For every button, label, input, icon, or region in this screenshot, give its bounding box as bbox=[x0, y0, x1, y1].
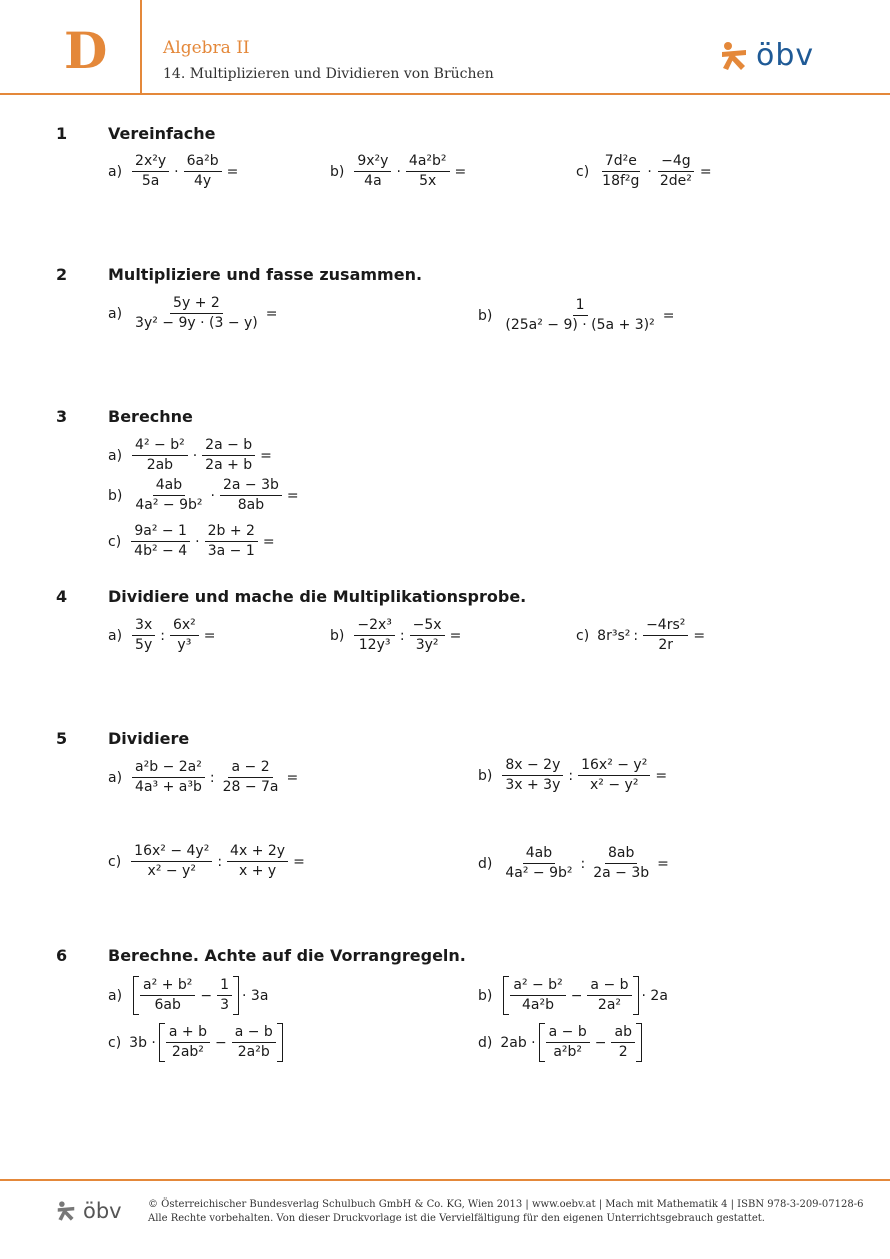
fraction: $\frac{1}{\text{(25a² − 9) · (5a + 3)²}}$ bbox=[505, 297, 655, 333]
exercise-label: b) bbox=[478, 767, 493, 784]
fraction: 4ab 4a² − 9b² bbox=[135, 477, 203, 513]
fraction: 9x²y 4a bbox=[354, 153, 391, 190]
task-number: 4 bbox=[56, 587, 68, 606]
fraction: 4² − b² 2ab bbox=[132, 437, 188, 474]
exercise-1a: a) 2x²y 5a · $\frac{\text{6a²b}}{4y}$ = bbox=[108, 153, 239, 189]
fraction: $\frac{a - 2}{28 - 7a}$ bbox=[222, 759, 279, 795]
task-number: 5 bbox=[56, 729, 68, 748]
footer-line-2: Alle Rechte vorbehalten. Von dieser Druckvorlage ist die Vervielfältigung für den eigenen Unterrichtsgebrauch gestattet. bbox=[148, 1213, 765, 1224]
exercise-label: b) bbox=[108, 487, 123, 504]
exercise-label: a) bbox=[108, 627, 123, 644]
exercise-6a: a) a² + b² 6ab − $\frac{1}{3}$ · 3a bbox=[108, 977, 269, 1013]
star-icon bbox=[718, 40, 750, 72]
fraction: $\frac{2b + 2}{3a - 1}$ bbox=[205, 523, 258, 560]
exercise-label: a) bbox=[108, 769, 123, 786]
fraction: $\frac{\text{4a²b²}}{5x}$ bbox=[406, 153, 450, 190]
exercise-1b: b) 9x²y 4a · $\frac{\text{4a²b²}}{5x}$ = bbox=[330, 153, 467, 189]
exercise-3a: a) 4² − b² 2ab · $\frac{2a - b}{2a + b}$ = bbox=[108, 437, 272, 473]
exercise-label: c) bbox=[108, 1034, 122, 1051]
exercise-3b: b) 4ab 4a² − 9b² · $\frac{2a - 3b}{8ab}$ = bbox=[108, 477, 299, 513]
fraction: a − b a²b² bbox=[546, 1024, 590, 1061]
exercise-5a: a) a²b − 2a² 4a³ + a³b : $\frac{a - 2}{28 - 7a}$ = bbox=[108, 759, 299, 795]
page-subtitle: 14. Multiplizieren und Dividieren von Brüchen bbox=[163, 66, 494, 82]
exercise-2a: a) $\frac{5y + 2}{\text{3y² − 9y · (3 − y)}}$ = bbox=[108, 295, 278, 331]
exercise-label: d) bbox=[478, 855, 493, 872]
fraction: $\frac{ab}{2}$ bbox=[611, 1024, 634, 1061]
task-number: 2 bbox=[56, 265, 68, 284]
fraction: $\frac{4x + 2y}{x + y}$ bbox=[227, 843, 288, 880]
header-divider-vertical bbox=[140, 0, 142, 93]
fraction: $\frac{2a - b}{2a + b}$ bbox=[202, 437, 255, 474]
exercise-label: b) bbox=[330, 627, 345, 644]
fraction: $\frac{1}{3}$ bbox=[217, 977, 232, 1014]
fraction: $\frac{8ab}{2a - 3b}$ bbox=[593, 845, 650, 881]
exercise-4a: a) 3x 5y : $\frac{\text{6x²}}{\text{y³}}$ = bbox=[108, 617, 216, 653]
exercise-label: b) bbox=[330, 163, 345, 180]
exercise-label: c) bbox=[576, 163, 590, 180]
exercise-label: b) bbox=[478, 307, 493, 324]
bracket-group: a + b 2ab² − $\frac{a - b}{\text{2a²b}}$ bbox=[159, 1023, 283, 1062]
task-title: Berechne bbox=[108, 407, 193, 426]
footer-line-1: © Österreichischer Bundesverlag Schulbuch GmbH & Co. KG, Wien 2013 | www.oebv.at | Mach mit Mathematik 4 | ISBN 978-3-209-07128-6 bbox=[148, 1199, 864, 1210]
exercise-label: a) bbox=[108, 163, 123, 180]
exercise-5c: c) 16x² − 4y² x² − y² : $\frac{4x + 2y}{x + y}$ = bbox=[108, 843, 305, 879]
exercise-label: c) bbox=[108, 853, 122, 870]
exercise-6c: c) 3b · a + b 2ab² − $\frac{a - b}{\text{2a²b}}$ bbox=[108, 1023, 286, 1062]
fraction: $\frac{\text{16x² − y²}}{\text{x² − y²}}$ bbox=[578, 757, 650, 794]
fraction: $\frac{\text{6x²}}{\text{y³}}$ bbox=[170, 617, 199, 654]
logo-text: öbv bbox=[83, 1198, 122, 1223]
task-title: Vereinfache bbox=[108, 124, 216, 143]
fraction: $\frac{a - b}{\text{2a²b}}$ bbox=[232, 1024, 276, 1061]
fraction: a²b − 2a² 4a³ + a³b bbox=[132, 759, 205, 796]
task-title: Dividiere bbox=[108, 729, 190, 748]
exercise-6d: d) 2ab · a − b a²b² − $\frac{ab}{2}$ bbox=[478, 1023, 645, 1062]
footer-copyright bbox=[148, 1198, 863, 1226]
fraction: 8x − 2y 3x + 3y bbox=[502, 757, 563, 794]
fraction: a² − b² 4a²b bbox=[510, 977, 565, 1014]
task-title: Berechne. Achte auf die Vorrangregeln. bbox=[108, 946, 466, 965]
exercise-label: a) bbox=[108, 305, 123, 322]
fraction: 4ab 4a² − 9b² bbox=[505, 845, 573, 881]
fraction: $\frac{a - b}{\text{2a²}}$ bbox=[587, 977, 631, 1014]
exercise-1c: c) 7d²e 18f²g · $\frac{-4g}{\text{2de²}}$ = bbox=[576, 153, 712, 189]
fraction: 9a² − 1 4b² − 4 bbox=[131, 523, 190, 560]
bracket-group: a² − b² 4a²b − $\frac{a - b}{\text{2a²}}$ bbox=[503, 976, 638, 1015]
fraction: $\frac{-5x}{\text{3y²}}$ bbox=[410, 617, 445, 654]
page-title: Algebra II bbox=[163, 38, 250, 58]
fraction: a + b 2ab² bbox=[166, 1024, 210, 1061]
exercise-5d: d) 4ab 4a² − 9b² : $\frac{8ab}{2a - 3b}$ = bbox=[478, 845, 669, 881]
exercise-4b: b) −2x³ 12y³ : $\frac{-5x}{\text{3y²}}$ = bbox=[330, 617, 462, 653]
fraction: 2x²y 5a bbox=[132, 153, 169, 190]
fraction: $\frac{5y + 2}{\text{3y² − 9y · (3 − y)}}$ bbox=[135, 295, 258, 331]
fraction: −2x³ 12y³ bbox=[354, 617, 395, 654]
exercise-6b: b) a² − b² 4a²b − $\frac{a - b}{\text{2a²}}$ · 2a bbox=[478, 977, 668, 1013]
logo-text: öbv bbox=[756, 38, 815, 73]
exercise-label: c) bbox=[108, 533, 122, 550]
exercise-2b: b) $\frac{1}{\text{(25a² − 9) · (5a + 3)²}}$ = bbox=[478, 297, 675, 333]
bracket-group: a² + b² 6ab − $\frac{1}{3}$ bbox=[133, 976, 239, 1015]
bracket-group: a − b a²b² − $\frac{ab}{2}$ bbox=[539, 1023, 642, 1062]
exercise-label: a) bbox=[108, 447, 123, 464]
exercise-5b: b) 8x − 2y 3x + 3y : $\frac{\text{16x² − y²}}{\text{x² − y²}}$ = bbox=[478, 757, 668, 793]
task-title: Multipliziere und fasse zusammen. bbox=[108, 265, 423, 284]
exercise-4c: c) 8r³s² : $\frac{\text{−4rs²}}{2r}$ = bbox=[576, 617, 706, 653]
footer-divider bbox=[0, 1179, 890, 1181]
fraction: a² + b² 6ab bbox=[140, 977, 195, 1014]
footer-logo bbox=[55, 1200, 122, 1222]
exercise-label: a) bbox=[108, 987, 123, 1004]
exercise-label: d) bbox=[478, 1034, 493, 1051]
header-divider bbox=[0, 93, 890, 95]
exercise-label: c) bbox=[576, 627, 590, 644]
fraction: 3x 5y bbox=[132, 617, 155, 654]
task-number: 3 bbox=[56, 407, 68, 426]
star-icon bbox=[55, 1200, 77, 1222]
task-title: Dividiere und mache die Multiplikationsprobe. bbox=[108, 587, 527, 606]
fraction: 7d²e 18f²g bbox=[602, 153, 640, 189]
fraction: $\frac{2a - 3b}{8ab}$ bbox=[220, 477, 282, 514]
chapter-letter: D bbox=[64, 21, 108, 80]
task-number: 6 bbox=[56, 946, 68, 965]
fraction: $\frac{-4g}{\text{2de²}}$ bbox=[659, 153, 692, 189]
fraction: 16x² − 4y² x² − y² bbox=[131, 843, 212, 880]
exercise-label: b) bbox=[478, 987, 493, 1004]
publisher-logo bbox=[718, 40, 814, 72]
exercise-3c: c) 9a² − 1 4b² − 4 · $\frac{2b + 2}{3a - 1}$ = bbox=[108, 523, 275, 559]
fraction: $\frac{\text{−4rs²}}{2r}$ bbox=[643, 617, 688, 654]
task-number: 1 bbox=[56, 124, 68, 143]
fraction: $\frac{\text{6a²b}}{4y}$ bbox=[184, 153, 222, 190]
